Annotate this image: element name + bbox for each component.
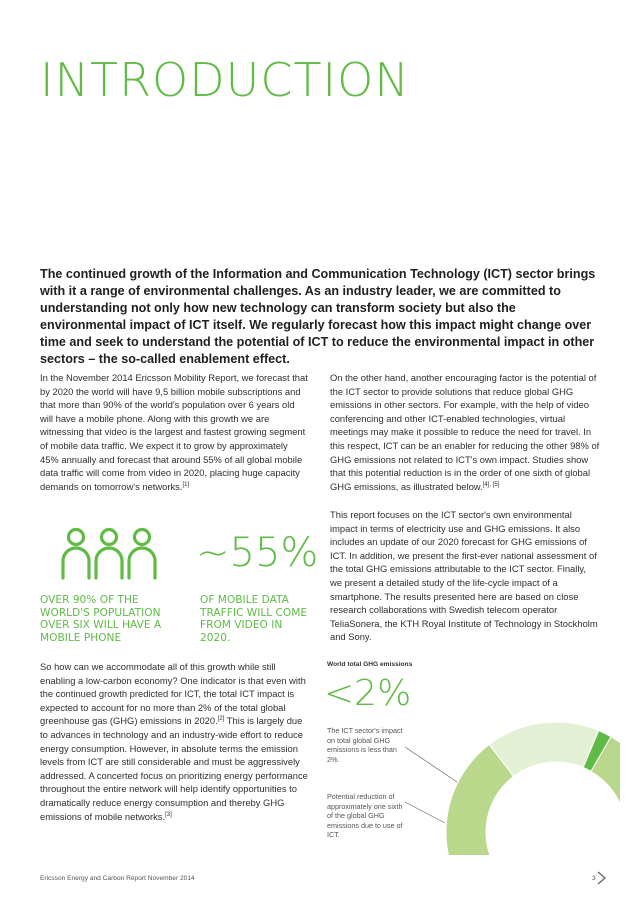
ict-leader-line <box>405 747 457 782</box>
left-paragraph-2b-text: This is largely due to advances in technology and an industry-wide effort to reduce energy consumption. However, in absolute terms the emission levels from ICT are still considerable and must be aggressively addressed. A concerted focus on prioritizing energy performance throughout the entire network will help identify opportunities to dramatically reduce energy consumption and thereby GHG emissions of mobile networks. <box>40 715 308 822</box>
page-title: INTRODUCTION <box>40 53 410 107</box>
left-paragraph-2 <box>40 660 308 823</box>
right-paragraph-1 <box>330 371 600 493</box>
reduction-annotation: Potential reduction of approximately one sixth of the global GHG emissions due to use of ICT. <box>327 792 403 840</box>
people-group-icon <box>60 527 158 581</box>
ghg-donut-chart <box>320 690 620 855</box>
population-stat-text: OVER 90% OF THE WORLD'S POPULATION OVER SIX WILL HAVE A MOBILE PHONE <box>40 594 162 644</box>
reference-3: [3] <box>165 811 172 818</box>
page-number: 3 <box>592 875 596 882</box>
chart-title: World total GHG emissions <box>327 661 413 668</box>
ict-impact-annotation: The ICT sector's impact on total global GHG emissions is less than 2%. <box>327 726 403 764</box>
left-paragraph-1 <box>40 371 308 493</box>
lead-paragraph: The continued growth of the Information and Communication Technology (ICT) sector brings with it a range of environmental challenges. As an industry leader, we are committed to understanding not only how new technology can transform society but also the environmental impact of ICT itself. We regularly forecast how this impact might change over time and seek to understand the potential of ICT to reduce the environmental impact in other sectors – the so-called enablement effect. <box>40 267 596 366</box>
reference-2: [2] <box>217 716 225 723</box>
video-stat-text: OF MOBILE DATA TRAFFIC WILL COME FROM VIDEO IN 2020. <box>200 594 308 644</box>
left-paragraph-1-text: In the November 2014 Ericsson Mobility Report, we forecast that by 2020 the world will have 9,5 billion mobile subscriptions and that more than 90% of the world's population over 6 years old will have a mobile phone. Along with this growth we are witnessing that video is the largest and fastest growing segment of mobile data traffic. We expect it to grow by approximately 45% annually and forecast that around 55% of all global mobile data traffic will come from video in 2020, placing huge capacity demands on tomorrow's networks. <box>40 372 308 492</box>
chart-headline-value: <2% <box>324 673 412 714</box>
reference-1: [1] <box>182 481 190 488</box>
left-paragraph-2-text: So how can we accommodate all of this growth while still enabling a low-carbon economy? One indicator is that even with the continued growth predicted for ICT, the total ICT impact is expected to account for no more than 2% of the total global greenhouse gas (GHG) emissions in 2020. <box>40 661 306 727</box>
footer-report-name: Ericsson Energy and Carbon Report November 2014 <box>40 875 195 882</box>
reduction-leader-line <box>405 802 445 823</box>
reference-4-5: [4], [5] <box>482 481 500 488</box>
right-paragraph-2: This report focuses on the ICT sector's own environmental impact in terms of electricity use and GHG emissions. It also includes an update of our 2020 forecast for GHG emissions of ICT. In addition, we present the first-ever national assessment of the total GHG emissions attributable to the ICT sector. Finally, we present a detailed study of the life-cycle impact of a smartphone. The results presented here are based on close research collaborations with Swedish telecom operator TeliaSonera, the KTH Royal Institute of Technology in Stockholm and Sony. <box>330 509 598 643</box>
right-paragraph-1-text: On the other hand, another encouraging factor is the potential of the ICT sector to provide solutions that reduce global GHG emissions in other sectors. For example, with the help of video conferencing and other ICT-enabled technologies, virtual meetings may make it possible to reduce the need for travel. In this respect, ICT can be an enabler for reducing the other 98% of GHG emissions not related to ICT's own impact. Studies show that this potential reduction is in the order of one sixth of global GHG emissions, as illustrated below. <box>330 372 600 492</box>
video-share-value: ~55% <box>196 530 319 576</box>
